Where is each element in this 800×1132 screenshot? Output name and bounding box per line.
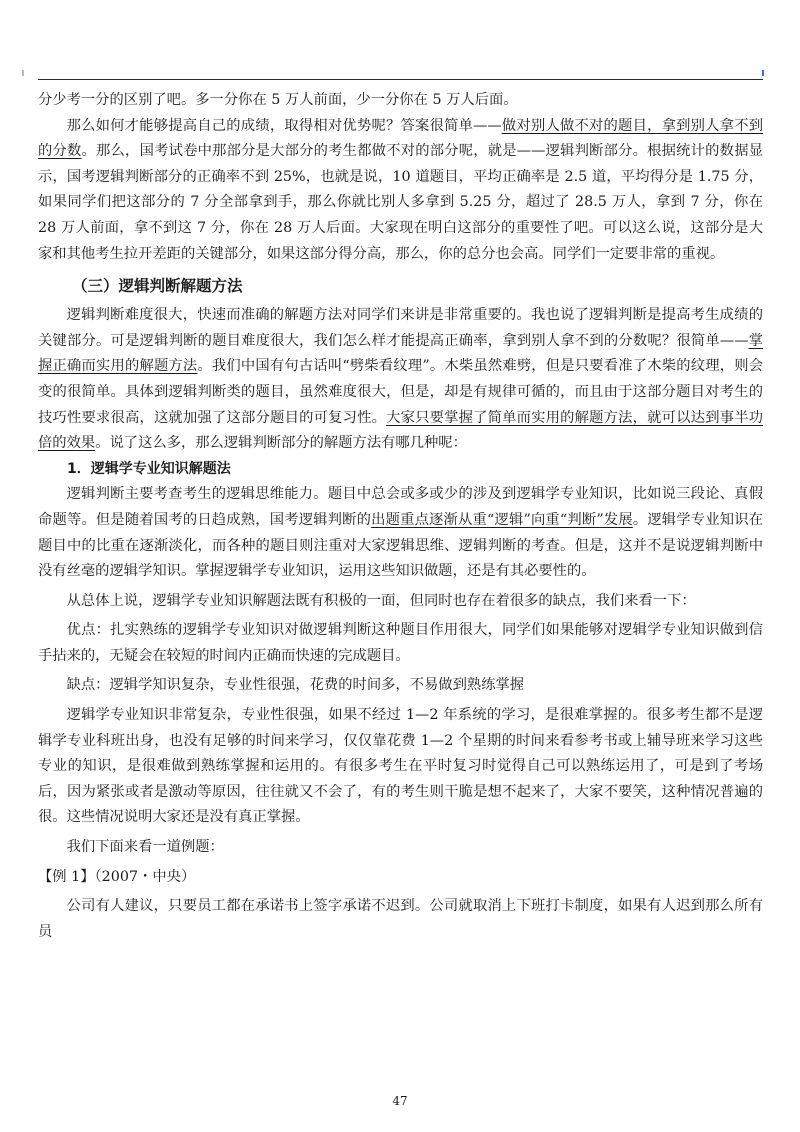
text-run: 逻辑判断主要考查考生的逻辑思维能力。题目中总会或多或少的涉及到逻辑学专业知识，比如说三段论、真假命题等。但是随着国考的日趋成熟，国考逻辑判断的 <box>38 486 763 528</box>
text-run: 分少考一分的区别了吧。多一分你在 5 万人前面，少一分你在 5 万人后面。 <box>38 92 518 108</box>
page-number: 47 <box>392 1094 408 1108</box>
section-heading: （三）逻辑判断解题方法 <box>72 277 243 296</box>
text-run: 那么如何才能够提高自己的成绩，取得相对优势呢？答案很简单—— <box>66 117 502 134</box>
paragraph-logic-knowledge <box>38 482 763 584</box>
subheading: 1．逻辑学专业知识解题法 <box>67 460 231 477</box>
text-run: 逻辑学专业知识非常复杂，专业性很强，如果不经过 1—2 年系统的学习，是很难掌握的。很多考生都不是逻辑学专业科班出身，也没有足够的时间来学习，仅仅靠花费 1—2 个星期的时间来看参考书或上辅导班来学习这些专业的知识，是很难做到熟练掌握和运用的。有很多考生在平时复习时觉得自己可以熟练运用了，可是到了考场后，因为紧张或者是激动等原因，往往就又不会了，有的考生则干脆是想不起来了，大家不要笑，这种情况普遍的很。这些情况说明大家还是没有真正掌握。 <box>38 707 763 826</box>
example-label: 【例 1】（2007・中央） <box>38 868 196 885</box>
underlined-text: 做对别人做不对的题目，拿到别人拿不到的分数 <box>38 117 764 160</box>
text-run: 。那么，国考试卷中那部分是大部分的考生都做不对的部分呢，就是——逻辑判断部分。根据统计的数据显示，国考逻辑判断部分的正确率不到 25%，也就是说，10 道题目，平均正确率是 2.5 道，平均得分是 1.75 分，如果同学们把这部分的 7 分全部拿到手，那么你就比别人多拿到 5.25 分，超过了 28.5 万人，拿到 7 分，你在 28 万人前面，拿不到这 7 分，你在 28 万人后面。大家现在明白这部分的重要性了吧。可以这么说，这部分是大家和其他考生拉开差距的关键部分，如果这部分得分高，那么，你的总分也会高。同学们一定要非常的重视。 <box>38 143 764 262</box>
paragraph-advantages <box>38 618 763 669</box>
text-run: 逻辑判断难度很大，快速而准确的解题方法对同学们来讲是非常重要的。我也说了逻辑判断是提高考生成绩的关键部分。可是逻辑判断的题目难度很大，我们怎么样才能提高正确率，拿到别人拿不到的分数呢？很简单—— <box>38 307 763 349</box>
paragraph-example-question: 公司有人建议，只要员工都在承诺书上签字承诺不迟到。公司就取消上下班打卡制度，如果有人迟到那么所有员 <box>38 898 763 940</box>
paragraph-example-intro <box>38 835 763 861</box>
paragraph-disadvantages <box>38 673 763 699</box>
underlined-text: 掌握正确而实用的解题方法 <box>38 332 764 375</box>
crop-mark-right <box>762 70 764 76</box>
text-run: 优点：扎实熟练的逻辑学专业知识对做逻辑判断这种题目作用很大，同学们如果能够对逻辑学专业知识做到信手拈来的，无疑会在较短的时间内正确而快速的完成题目。 <box>38 622 763 664</box>
paragraph-overview <box>38 589 763 615</box>
paragraph-methods <box>38 303 763 457</box>
header-rule <box>38 79 763 80</box>
text-run: 。我们中国有句古话叫“劈柴看纹理”。木柴虽然难劈，但是只要看准了木柴的纹理，则会变的很简单。具体到逻辑判断类的题目，虽然难度很大，但是，却是有规律可循的，而且由于这部分题目对考生的技巧性要求很高，这就加强了这部分题目的可复习性。 <box>38 358 763 426</box>
paragraph-explanation <box>38 703 763 831</box>
paragraph-continuation <box>38 88 763 114</box>
text-run: 。说了这么多，那么逻辑判断部分的解题方法有哪几种呢： <box>95 435 467 452</box>
text-run: 缺点：逻辑学知识复杂，专业性很强，花费的时间多，不易做到熟练掌握 <box>66 677 525 694</box>
text-run: 我们下面来看一道例题： <box>66 839 224 856</box>
text-run: 从总体上说，逻辑学专业知识解题法既有积极的一面，但同时也存在着很多的缺点，我们来看一下： <box>66 592 696 609</box>
paragraph-strategy <box>38 114 763 268</box>
crop-mark-left <box>22 70 24 76</box>
page-body <box>38 88 763 945</box>
underlined-text: 大家只要掌握了简单而实用的解题方法，就可以达到事半功倍的效果 <box>38 409 764 452</box>
text-run: 。逻辑学专业知识在题目中的比重在逐渐淡化，而各种的题目则注重对大家逻辑思维、逻辑判断的考查。但是，这并不是说逻辑判断中没有丝毫的逻辑学知识。掌握逻辑学专业知识，运用这些知识做题，还是有其必要性的。 <box>38 511 764 580</box>
underlined-text: 出题重点逐渐从重“逻辑”向重“判断”发展 <box>371 511 633 528</box>
